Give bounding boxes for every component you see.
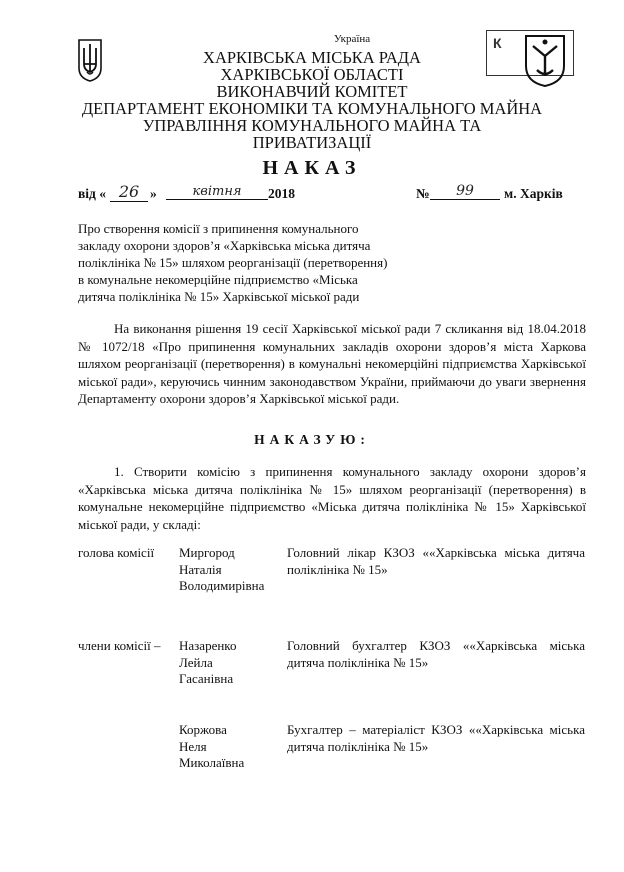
header-executive-committee: ВИКОНАВЧИЙ КОМІТЕТ: [216, 82, 408, 101]
member-patronymic: Миколаївна: [179, 755, 245, 770]
order-item-1: 1. Створити комісію з припинення комунального закладу охорони здоров’я «Харківська міська дитяча поліклініка № 15» шляхом реорганізації (перетворення) в комунальне некомерційне підприємство «Міська дитяча поліклініка № 15» Харківської міської ради, у складі:: [78, 464, 586, 532]
subject-line: в комунальне некомерційне підприємство «Міська: [78, 272, 358, 287]
date-day: 26: [110, 182, 148, 202]
preamble-paragraph: На виконання рішення 19 сесії Харківської міської ради 7 скликання від 18.04.2018 № 1072/18 «Про припинення комунальних закладів охорони здоров’я міста Харкова шляхом реорганізації (перетворення) в комунальні некомерційні підприємства Харківської міської ради», керуючись чинним законодавством України, приймаючи до уваги звернення Департаменту охорони здоров’я Харківської міської ради.: [78, 321, 586, 406]
member-surname: Назаренко: [179, 638, 237, 653]
member-surname: Миргород: [179, 545, 235, 560]
date-month: квітня: [166, 184, 268, 200]
member-patronymic: Володимирівна: [179, 578, 265, 593]
date-prefix: від «: [78, 186, 106, 201]
subject-line: закладу охорони здоров’я «Харківська міська дитяча: [78, 238, 371, 253]
subject-line: Про створення комісії з припинення комунального: [78, 221, 359, 236]
member-role: члени комісії –: [78, 638, 161, 653]
member-name: [179, 638, 289, 688]
document-number: 99: [430, 183, 500, 200]
header-privatization: ПРИВАТИЗАЦІЇ: [252, 133, 372, 152]
city-name: м. Харків: [504, 186, 563, 201]
member-name: [179, 722, 289, 772]
date-number-line: [78, 182, 578, 206]
header-department: ДЕПАРТАМЕНТ ЕКОНОМІКИ ТА КОМУНАЛЬНОГО МАЙНА: [81, 99, 543, 118]
header-city-council: ХАРКІВСЬКА МІСЬКА РАДА: [203, 48, 421, 67]
date-close-quote: »: [150, 186, 157, 201]
member-first-name: Наталія: [179, 561, 222, 577]
member-position: Головний лікар КЗОЗ ««Харківська міська дитяча поліклініка № 15»: [287, 545, 585, 577]
document-title: НАКАЗ: [262, 157, 362, 179]
stamp-text: К: [493, 35, 502, 51]
subject-line: поліклініка № 15» шляхом реорганізації (перетворення): [78, 255, 388, 270]
member-position: Головний бухгалтер КЗОЗ ««Харківська міська дитяча поліклініка № 15»: [287, 638, 585, 670]
header-oblast: ХАРКІВСЬКОЇ ОБЛАСТІ: [220, 65, 404, 84]
number-label: №: [416, 186, 430, 201]
member-role: голова комісії: [78, 545, 155, 560]
date-year: 2018: [268, 186, 295, 201]
header-country: Україна: [333, 33, 371, 45]
member-first-name: Неля: [179, 738, 207, 754]
subject-line: дитяча поліклініка № 15» Харківської міської ради: [78, 289, 360, 304]
header-directorate: УПРАВЛІННЯ КОМУНАЛЬНОГО МАЙНА ТА: [142, 116, 482, 135]
decree-heading: НАКАЗУЮ:: [254, 432, 370, 447]
member-first-name: Лейла: [179, 654, 213, 670]
member-position: Бухгалтер – матеріаліст КЗОЗ ««Харківська міська дитяча поліклініка № 15»: [287, 722, 585, 754]
member-surname: Коржова: [179, 722, 227, 737]
document-subject: [78, 220, 408, 305]
member-patronymic: Гасанівна: [179, 671, 234, 686]
member-name: [179, 545, 289, 595]
